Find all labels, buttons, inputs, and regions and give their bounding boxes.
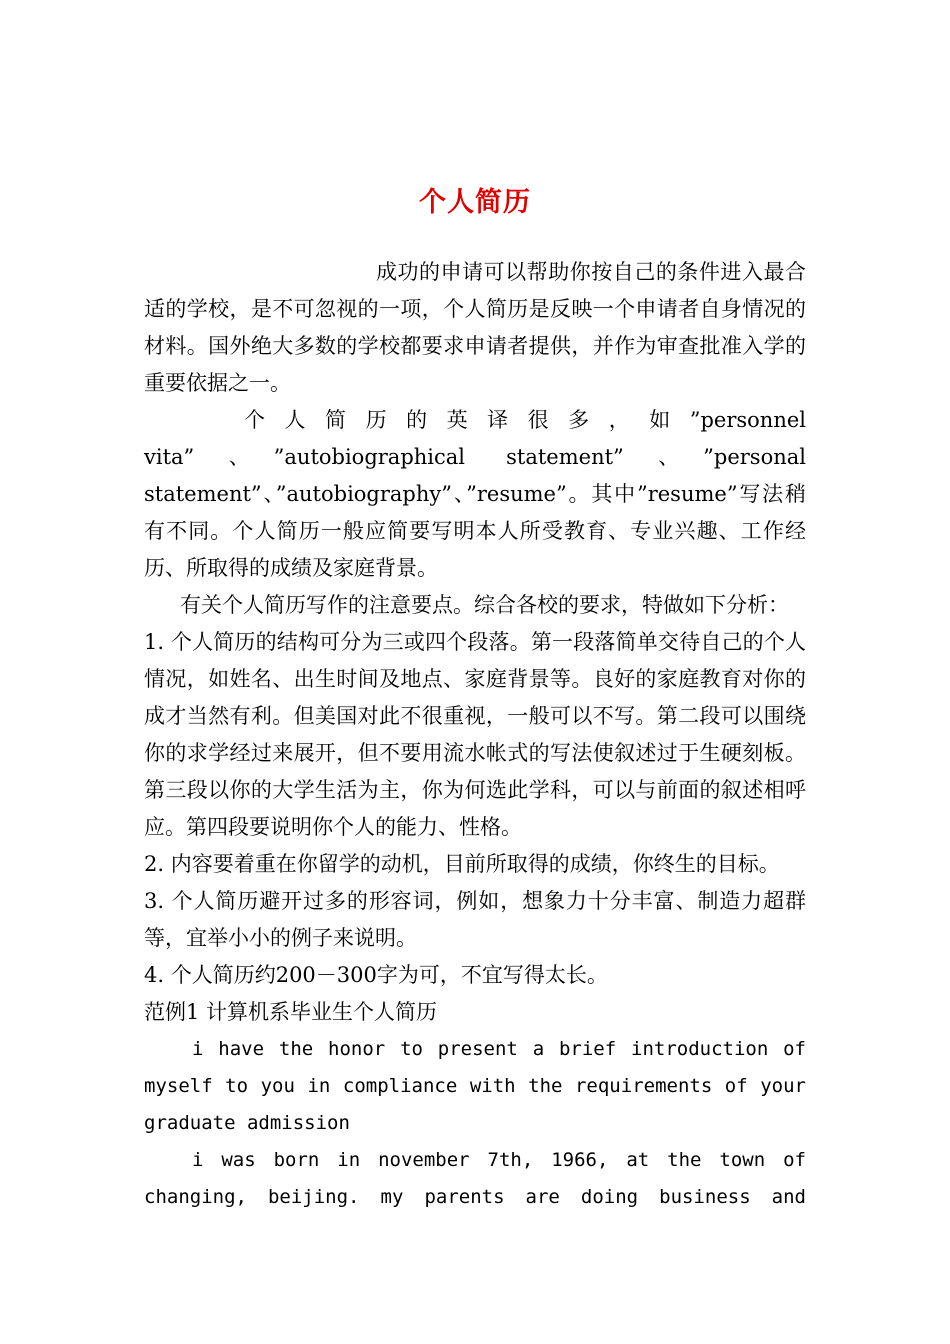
note-item-4: 4. 个人简历约200－300字为可，不宜写得太长。 xyxy=(144,963,608,987)
note-item-2: 2. 内容要着重在你留学的动机，目前所取得的成绩，你终生的目标。 xyxy=(144,852,780,876)
example-paragraph-1: i have the honor to present a brief introduction of myself to you in compliance with the requirements of your graduate admission xyxy=(144,1038,806,1134)
example-paragraph-2: i was born in november 7th, 1966, at the town of changing, beijing. my parents are doing business and xyxy=(144,1149,806,1208)
notes-intro-paragraph: 有关个人简历写作的注意要点。综合各校的要求，特做如下分析： xyxy=(180,593,789,617)
note-item-3: 3. 个人简历避开过多的形容词，例如，想象力十分丰富、制造力超群等，宜举小小的例子来说明。 xyxy=(144,889,806,950)
document-body xyxy=(144,254,806,1216)
note-item-1: 1. 个人简历的结构可分为三或四个段落。第一段落简单交待自己的个人情况，如姓名、出生时间及地点、家庭背景等。良好的家庭教育对你的成才当然有利。但美国对此不很重视，一般可以不写。第二段可以围绕你的求学经过来展开，但不要用流水帐式的写法使叙述过于生硬刻板。第三段以你的大学生活为主，你为何选此学科，可以与前面的叙述相呼应。第四段要说明你个人的能力、性格。 xyxy=(144,630,806,839)
translation-paragraph xyxy=(144,402,806,587)
example-heading: 范例1 计算机系毕业生个人简历 xyxy=(144,1000,438,1024)
document-title: 个人简历 xyxy=(419,187,531,218)
intro-paragraph: 成功的申请可以帮助你按自己的条件进入最合适的学校，是不可忽视的一项，个人简历是反映一个申请者自身情况的材料。国外绝大多数的学校都要求申请者提供，并作为审查批准入学的重要依据之一。 xyxy=(144,260,806,395)
translation-text: 个人简历的英译很多，如”personnel vita”、”autobiographical statement”、”personal statement”、”autobiography”、”resume”。其中”resume”写法稍有不同。个人简历一般应简要写明本人所受教育、专业兴趣、工作经历、所取得的成绩及家庭背景。 xyxy=(144,408,806,580)
